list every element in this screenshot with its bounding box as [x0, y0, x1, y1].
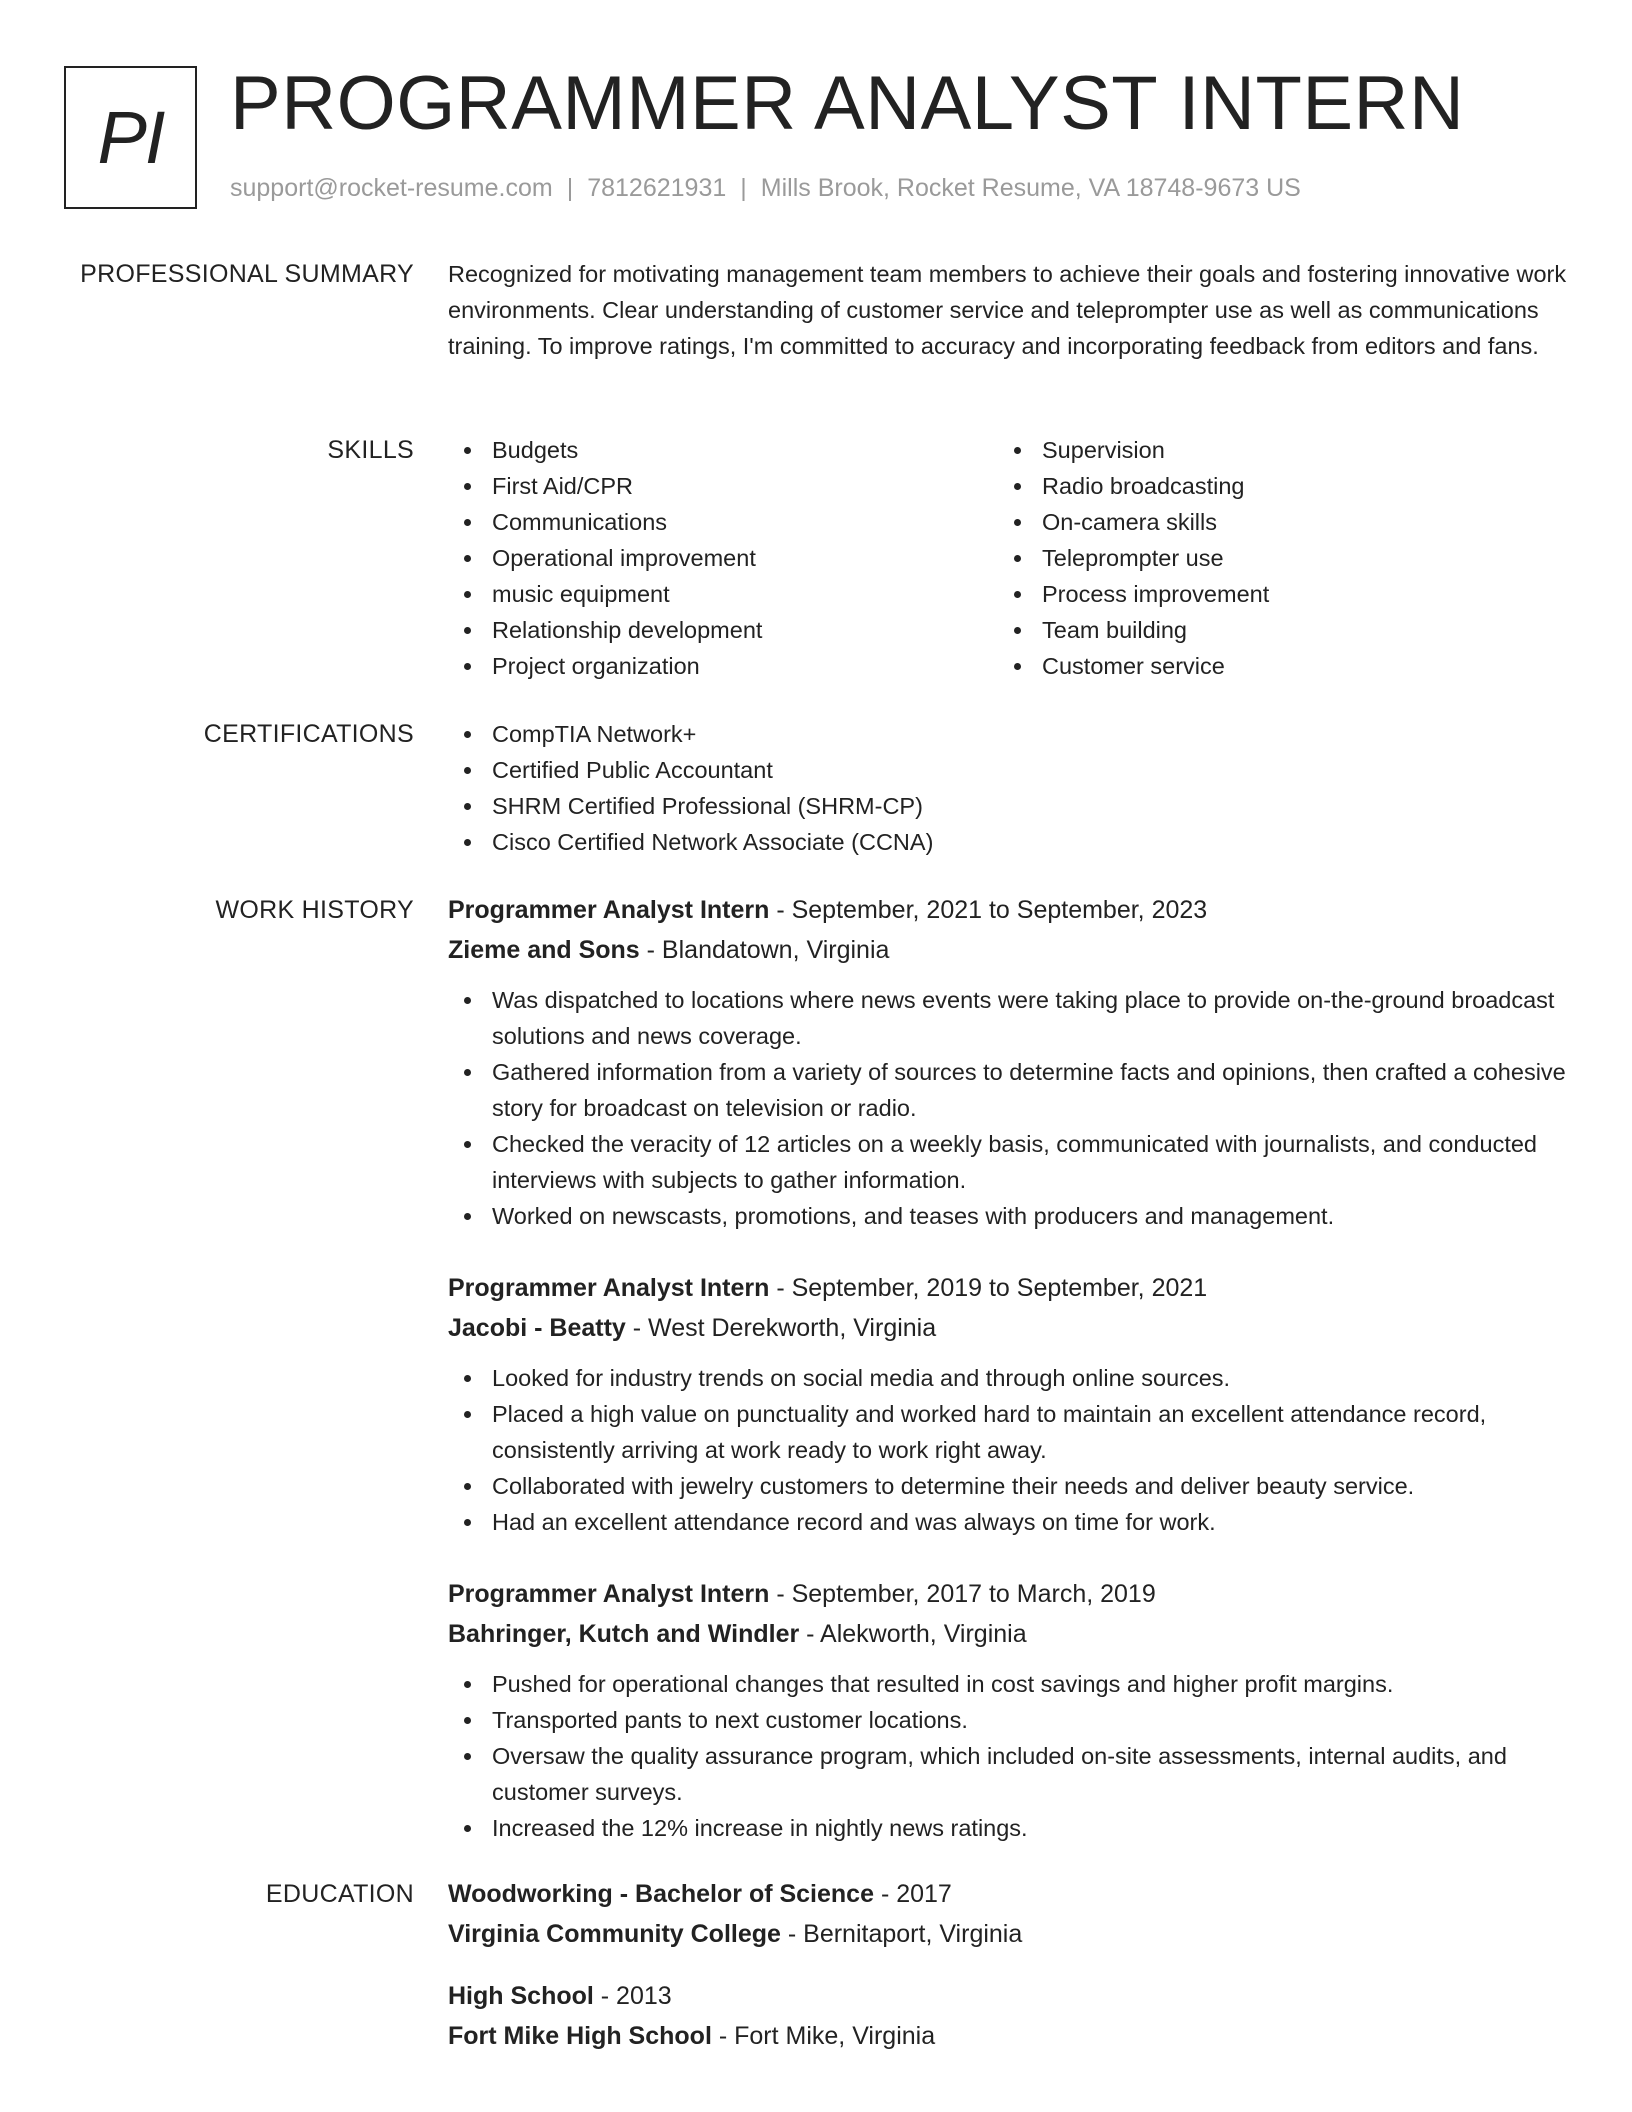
education-degree-line: [448, 1874, 1568, 1914]
education-degree: High School: [448, 1982, 594, 2010]
job-title: Programmer Analyst Intern: [448, 896, 770, 924]
skill-item: music equipment: [448, 576, 998, 612]
job-bullet: Increased the 12% increase in nightly news ratings.: [448, 1810, 1568, 1846]
education-degree-line: [448, 1976, 1568, 2016]
job-bullet: Looked for industry trends on social media and through online sources.: [448, 1360, 1568, 1396]
job-bullet: Placed a high value on punctuality and worked hard to maintain an excellent attendance record, consistently arriving at work ready to work right away.: [448, 1396, 1568, 1468]
job-location: - West Derekworth, Virginia: [625, 1314, 937, 1342]
education-location: - Bernitaport, Virginia: [780, 1920, 1023, 1948]
job-bullet: Oversaw the quality assurance program, which included on-site assessments, internal audits, and customer surveys.: [448, 1738, 1568, 1810]
job-dates: - September, 2021 to September, 2023: [769, 896, 1208, 924]
contact-address: Mills Brook, Rocket Resume, VA 18748-9673 US: [760, 174, 1301, 202]
job-bullet: Checked the veracity of 12 articles on a weekly basis, communicated with journalists, and conducted interviews with subjects to gather information.: [448, 1126, 1568, 1198]
job-title-line: [448, 890, 1568, 930]
skill-item: Relationship development: [448, 612, 998, 648]
skill-item: Process improvement: [998, 576, 1548, 612]
job-company-line: [448, 930, 1568, 970]
education-year: - 2017: [874, 1880, 952, 1908]
education-entry: [448, 1874, 1568, 1954]
certification-item: Cisco Certified Network Associate (CCNA): [448, 824, 1568, 860]
job-company-line: [448, 1614, 1568, 1654]
job-company: Zieme and Sons: [448, 936, 640, 964]
skills-column-2: [998, 432, 1548, 684]
job-bullet: Worked on newscasts, promotions, and teases with producers and management.: [448, 1198, 1568, 1234]
skill-item: Operational improvement: [448, 540, 998, 576]
education-year: - 2013: [593, 1982, 672, 2010]
resume-header: [64, 61, 1564, 211]
education-school-line: [448, 2016, 1568, 2056]
job-bullets: [448, 1360, 1568, 1540]
job-bullet: Gathered information from a variety of sources to determine facts and opinions, then crafted a cohesive story for broadcast on television or radio.: [448, 1054, 1568, 1126]
contact-line: [230, 174, 1301, 203]
job-title: Programmer Analyst Intern: [448, 1580, 770, 1608]
job-bullet: Was dispatched to locations where news events were taking place to provide on-the-ground broadcast solutions and news coverage.: [448, 982, 1568, 1054]
education-degree: Woodworking - Bachelor of Science: [448, 1880, 874, 1908]
section-label-work-history: WORK HISTORY: [215, 896, 414, 924]
job-dates: - September, 2019 to September, 2021: [769, 1274, 1208, 1302]
certification-item: CompTIA Network+: [448, 716, 1568, 752]
skills-column-1: [448, 432, 998, 684]
work-history-list: [448, 890, 1568, 1880]
education-school-line: [448, 1914, 1568, 1954]
section-label-skills: SKILLS: [327, 436, 414, 464]
monogram-initials: PI: [97, 96, 164, 179]
job-entry: [448, 1268, 1568, 1540]
skill-item: First Aid/CPR: [448, 468, 998, 504]
skill-item: Team building: [998, 612, 1548, 648]
contact-email[interactable]: support@rocket-resume.com: [230, 174, 553, 202]
job-entry: [448, 1574, 1568, 1846]
job-title-line: [448, 1574, 1568, 1614]
job-title-line: [448, 1268, 1568, 1308]
summary-text: Recognized for motivating management team members to achieve their goals and fostering innovative work environments. Clear understanding of customer service and teleprompter use as well as communications training. To improve ratings, I'm committed to accuracy and incorporating feedback from editors and fans.: [448, 261, 1567, 359]
skill-item: Project organization: [448, 648, 998, 684]
section-label-certifications: CERTIFICATIONS: [203, 720, 414, 748]
education-school: Virginia Community College: [448, 1920, 781, 1948]
monogram-box: [64, 66, 197, 209]
job-entry: [448, 890, 1568, 1234]
skill-item: Customer service: [998, 648, 1548, 684]
certification-item: SHRM Certified Professional (SHRM-CP): [448, 788, 1568, 824]
certification-item: Certified Public Accountant: [448, 752, 1568, 788]
job-location: - Alekworth, Virginia: [799, 1620, 1027, 1648]
skill-item: Radio broadcasting: [998, 468, 1548, 504]
job-company: Bahringer, Kutch and Windler: [448, 1620, 800, 1648]
education-school: Fort Mike High School: [448, 2022, 712, 2050]
job-bullet: Had an excellent attendance record and was always on time for work.: [448, 1504, 1568, 1540]
resume-title: PROGRAMMER ANALYST INTERN: [230, 61, 1465, 146]
education-list: [448, 1874, 1568, 2090]
contact-separator: |: [740, 174, 747, 202]
education-location: - Fort Mike, Virginia: [711, 2022, 936, 2050]
job-location: - Blandatown, Virginia: [639, 936, 890, 964]
section-label-education: EDUCATION: [265, 1880, 414, 1908]
skill-item: Teleprompter use: [998, 540, 1548, 576]
job-company-line: [448, 1308, 1568, 1348]
job-bullet: Transported pants to next customer locations.: [448, 1702, 1568, 1738]
contact-separator: |: [566, 174, 574, 202]
job-company: Jacobi - Beatty: [448, 1314, 626, 1342]
contact-phone[interactable]: 7812621931: [587, 174, 727, 202]
job-bullets: [448, 982, 1568, 1234]
skill-item: Supervision: [998, 432, 1548, 468]
job-bullet: Collaborated with jewelry customers to determine their needs and deliver beauty service.: [448, 1468, 1568, 1504]
skill-item: On-camera skills: [998, 504, 1548, 540]
certifications-list: [448, 716, 1568, 860]
education-entry: [448, 1976, 1568, 2056]
section-label-summary: PROFESSIONAL SUMMARY: [80, 260, 414, 288]
job-bullet: Pushed for operational changes that resulted in cost savings and higher profit margins.: [448, 1666, 1568, 1702]
job-title: Programmer Analyst Intern: [448, 1274, 770, 1302]
skill-item: Communications: [448, 504, 998, 540]
skill-item: Budgets: [448, 432, 998, 468]
skills-list: [448, 432, 1568, 684]
job-dates: - September, 2017 to March, 2019: [769, 1580, 1156, 1608]
job-bullets: [448, 1666, 1568, 1846]
